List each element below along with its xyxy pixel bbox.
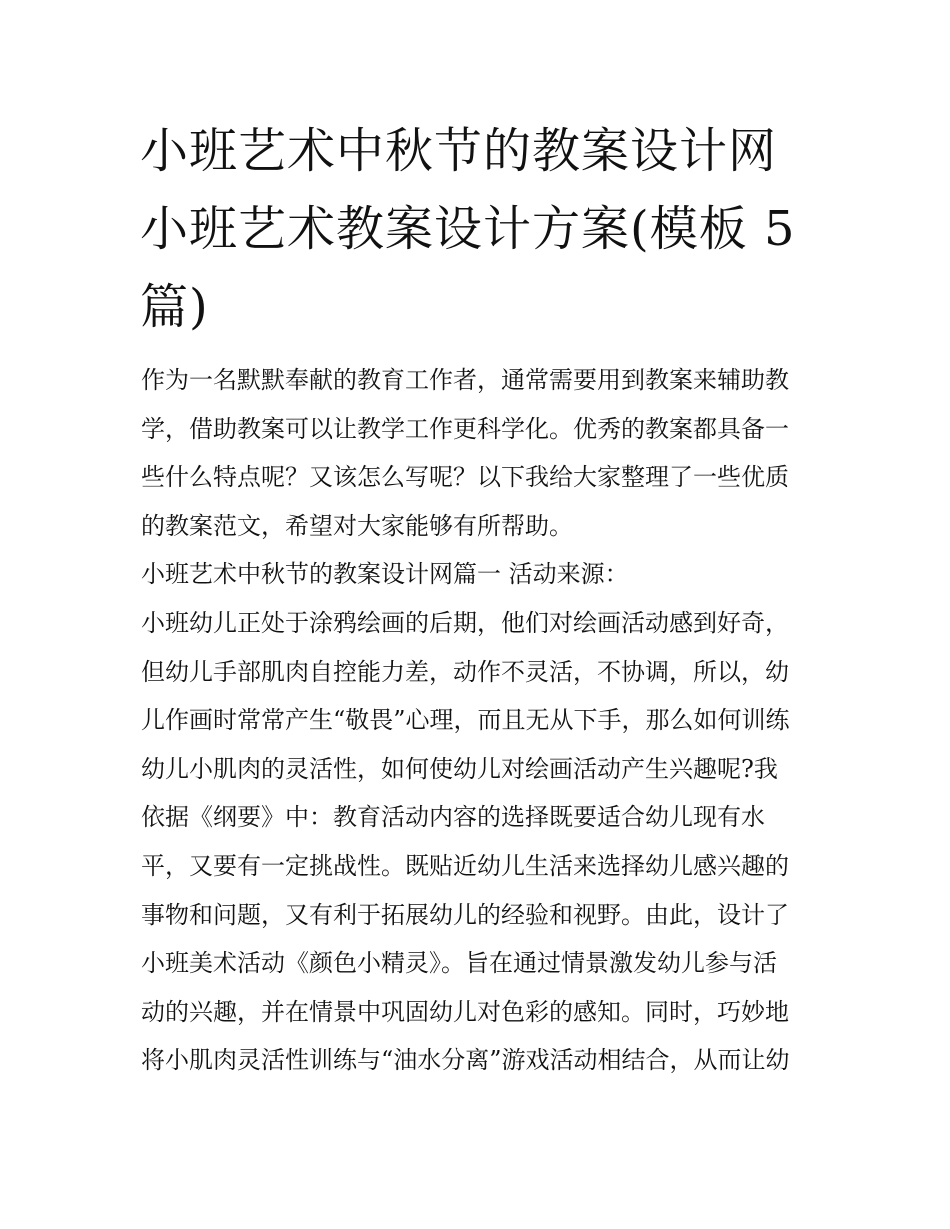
title-line: 篇) (140, 279, 209, 335)
title-line: 小班艺术教案设计方案(模板 5 (140, 201, 796, 257)
intro-paragraph (141, 356, 813, 550)
text-line: 幼儿小肌肉的灵活性，如何使幼儿对绘画活动产生兴趣呢?我 (141, 754, 778, 783)
text-line: 动的兴趣，并在情景中巩固幼儿对色彩的感知。同时，巧妙地 (141, 997, 789, 1026)
text-line: 依据《纲要》中：教育活动内容的选择既要适合幼儿现有水 (141, 803, 765, 832)
body-paragraph (141, 599, 813, 1085)
text-line: 的教案范文，希望对大家能够有所帮助。 (141, 511, 573, 540)
title-line: 小班艺术中秋节的教案设计网 (140, 123, 778, 179)
text-line: 平，又要有一定挑战性。既贴近幼儿生活来选择幼儿感兴趣的 (141, 851, 789, 880)
text-line: 事物和问题，又有利于拓展幼儿的经验和视野。由此，设计了 (141, 900, 789, 929)
text-line: 小班艺术中秋节的教案设计网篇一 活动来源： (141, 560, 629, 589)
text-line: 小班美术活动《颜色小精灵》。旨在通过情景激发幼儿参与活 (141, 949, 777, 978)
text-line: 学，借助教案可以让教学工作更科学化。优秀的教案都具备一 (141, 414, 789, 443)
text-line: 作为一名默默奉献的教育工作者，通常需要用到教案来辅助教 (141, 366, 789, 394)
text-line: 小班幼儿正处于涂鸦绘画的后期，他们对绘画活动感到好奇， (141, 608, 789, 637)
text-line: 些什么特点呢？又该怎么写呢？以下我给大家整理了一些优质 (141, 463, 789, 492)
text-line: 将小肌肉灵活性训练与“油水分离”游戏活动相结合，从而让幼 (141, 1046, 790, 1075)
document-body (141, 356, 813, 1085)
text-line: 但幼儿手部肌肉自控能力差，动作不灵活，不协调，所以，幼 (141, 657, 789, 686)
document-title (140, 112, 820, 346)
text-line: 儿作画时常常产生“敬畏”心理，而且无从下手，那么如何训练 (141, 706, 790, 735)
section-heading (141, 550, 813, 599)
